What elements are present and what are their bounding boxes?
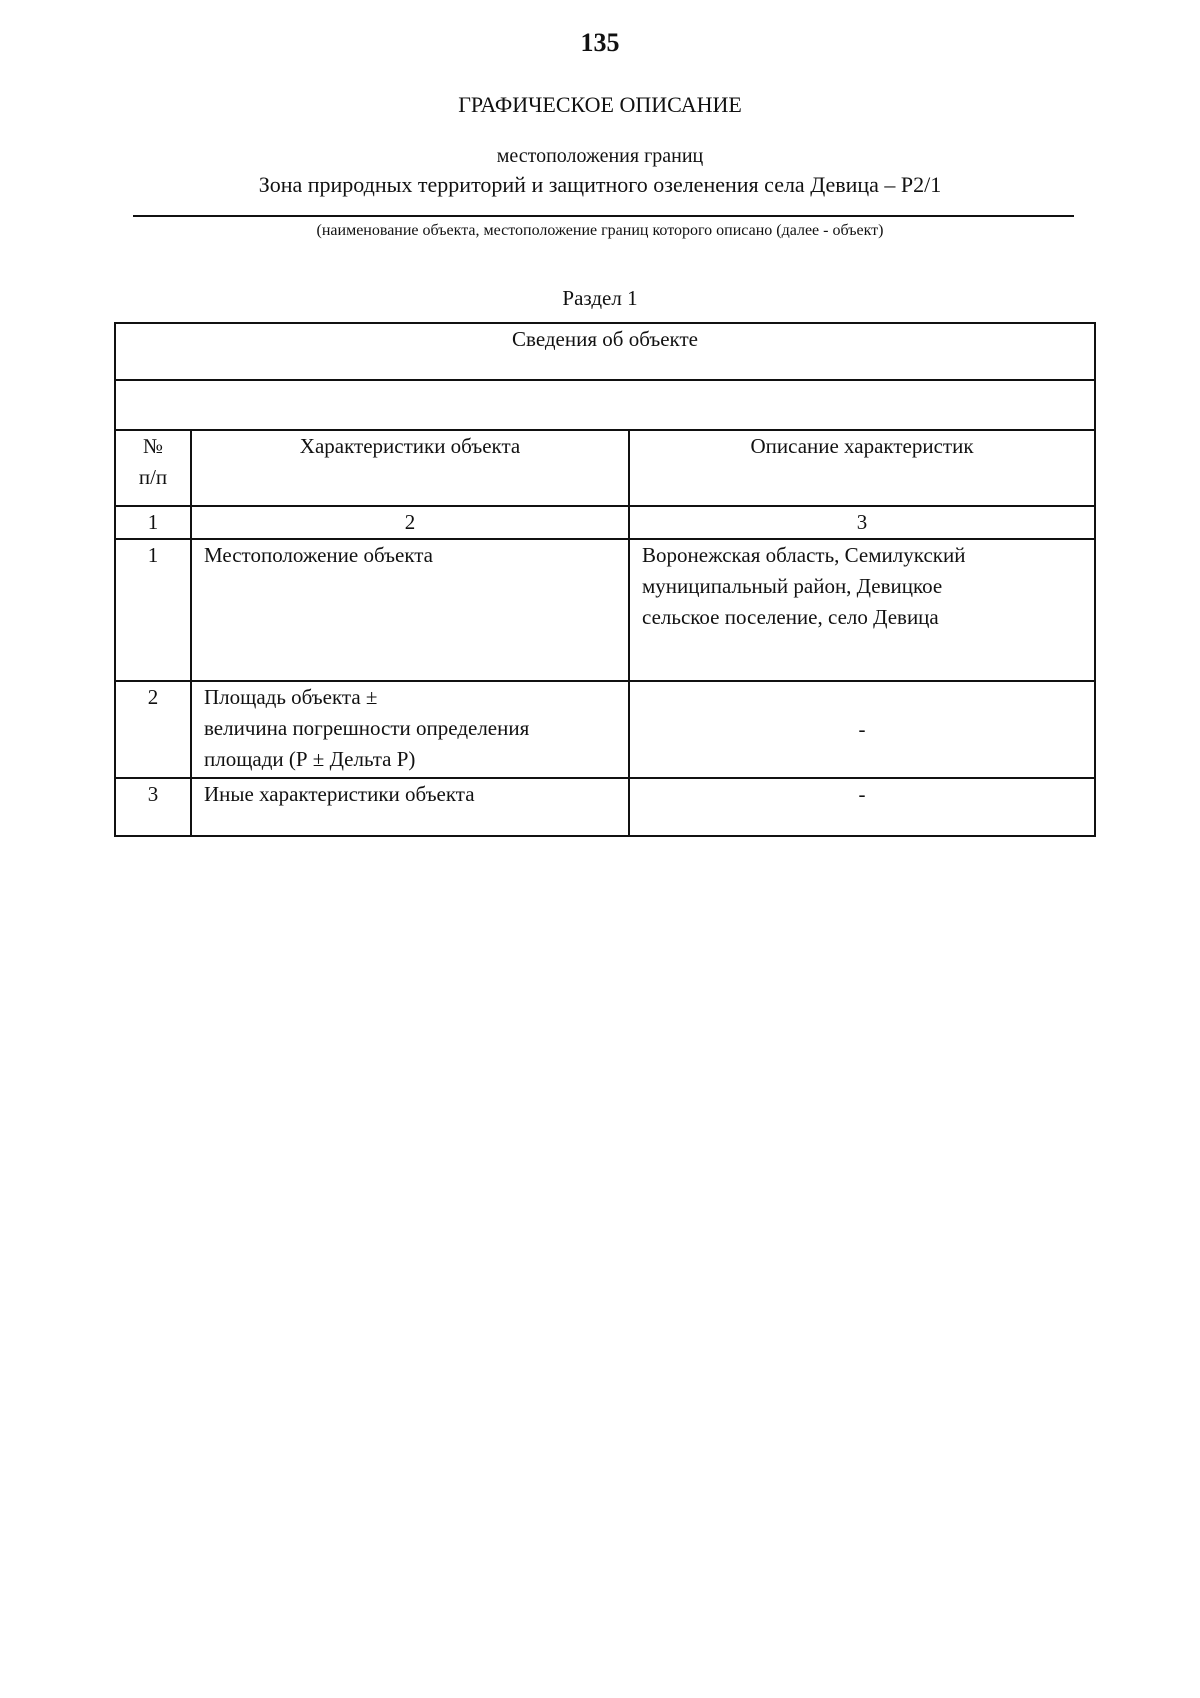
table-title-row <box>115 323 1095 380</box>
text-line: Воронежская область, Семилукский <box>642 543 966 567</box>
row-description: - <box>629 778 1095 836</box>
page-number: 135 <box>580 28 620 57</box>
header-description: Описание характеристик <box>629 430 1095 506</box>
row-num: 1 <box>115 539 191 681</box>
table-title: Сведения об объекте <box>115 323 1095 380</box>
table-header-row <box>115 430 1095 506</box>
underline-rule <box>133 215 1074 217</box>
section-label: Раздел 1 <box>562 286 638 310</box>
object-info-table <box>114 322 1096 837</box>
row-characteristic <box>191 539 629 681</box>
header-characteristic: Характеристики объекта <box>191 430 629 506</box>
text-line: величина погрешности определения <box>204 716 530 740</box>
text-line: площади (Р ± Дельта Р) <box>204 747 416 771</box>
row-num: 2 <box>115 681 191 778</box>
index-cell: 3 <box>629 506 1095 539</box>
row-description: - <box>629 681 1095 778</box>
index-cell: 2 <box>191 506 629 539</box>
text-line: Площадь объекта ± <box>204 685 378 709</box>
text-line: сельское поселение, село Девица <box>642 605 939 629</box>
text-line: муниципальный район, Девицкое <box>642 574 943 598</box>
header-num-line1: № <box>142 434 164 458</box>
object-name: Зона природных территорий и защитного озеленения села Девица – Р2/1 <box>258 172 942 197</box>
text-line: Иные характеристики объекта <box>204 782 475 806</box>
text-line: Местоположение объекта <box>204 543 434 567</box>
row-num: 3 <box>115 778 191 836</box>
row-characteristic <box>191 681 629 778</box>
empty-cell <box>115 380 1095 430</box>
table-empty-row <box>115 380 1095 430</box>
table-row <box>115 539 1095 681</box>
object-name-caption: (наименование объекта, местоположение границ которого описано (далее - объект) <box>316 222 884 239</box>
document-subtitle: местоположения границ <box>496 145 704 167</box>
table-row <box>115 778 1095 836</box>
document-title: ГРАФИЧЕСКОЕ ОПИСАНИЕ <box>458 92 742 117</box>
header-num-line2: п/п <box>138 465 168 489</box>
table-row <box>115 681 1095 778</box>
row-description <box>629 539 1095 681</box>
index-cell: 1 <box>115 506 191 539</box>
header-num <box>115 430 191 506</box>
table-index-row <box>115 506 1095 539</box>
row-characteristic <box>191 778 629 836</box>
